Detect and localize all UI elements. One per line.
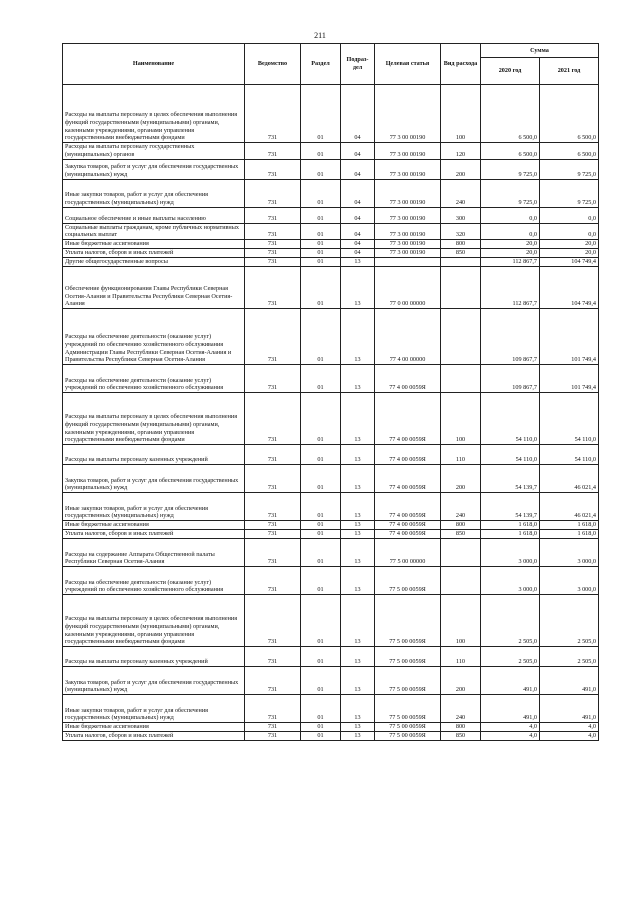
row-2020: 4,0 [481,723,540,732]
row-2020: 0,0 [481,223,540,240]
row-section: 01 [301,223,341,240]
row-dept: 731 [245,240,301,249]
table-row [63,695,599,723]
row-name: Социальные выплаты гражданам, кроме публичных нормативных социальных выплат [63,223,245,240]
row-target: 77 4 00 0059Я [375,393,441,445]
row-target: 77 5 00 0059Я [375,695,441,723]
page-number: 211 [314,31,326,40]
row-subsection: 13 [341,595,375,647]
row-exptype: 200 [441,667,481,695]
row-2021: 2 505,0 [540,647,599,667]
row-dept: 731 [245,393,301,445]
row-2020: 491,0 [481,695,540,723]
header-dept: Ведомство [245,44,301,85]
row-section: 01 [301,493,341,521]
row-subsection: 04 [341,143,375,160]
row-section: 01 [301,267,341,309]
table-row [63,207,599,223]
row-target: 77 3 00 00190 [375,240,441,249]
row-name: Уплата налогов, сборов и иных платежей [63,249,245,258]
row-exptype: 800 [441,723,481,732]
table-row [63,530,599,539]
row-target: 77 5 00 0059Я [375,732,441,741]
row-subsection: 13 [341,732,375,741]
row-target: 77 4 00 0059Я [375,521,441,530]
row-dept: 731 [245,258,301,267]
row-dept: 731 [245,732,301,741]
row-exptype: 800 [441,521,481,530]
row-2021: 3 000,0 [540,567,599,595]
row-2020: 112 867,7 [481,258,540,267]
row-2020: 0,0 [481,207,540,223]
row-exptype [441,365,481,393]
row-exptype: 240 [441,695,481,723]
table-row [63,393,599,445]
row-dept: 731 [245,249,301,258]
table-row [63,647,599,667]
row-2021: 101 749,4 [540,365,599,393]
table-row [63,567,599,595]
row-2020: 54 139,7 [481,465,540,493]
row-2020: 20,0 [481,240,540,249]
row-2021: 101 749,4 [540,309,599,365]
row-dept: 731 [245,667,301,695]
row-section: 01 [301,695,341,723]
table-row [63,539,599,567]
row-2021: 104 749,4 [540,258,599,267]
row-subsection: 04 [341,240,375,249]
row-target: 77 4 00 0059Я [375,365,441,393]
table-row [63,179,599,207]
row-dept: 731 [245,207,301,223]
row-exptype: 200 [441,159,481,179]
row-exptype [441,539,481,567]
row-2020: 1 618,0 [481,530,540,539]
row-target: 77 5 00 00000 [375,539,441,567]
table-row [63,521,599,530]
row-target: 77 3 00 00190 [375,223,441,240]
row-dept: 731 [245,85,301,143]
header-exptype: Вид расхода [441,44,481,85]
row-target: 77 3 00 00190 [375,207,441,223]
row-target: 77 3 00 00190 [375,143,441,160]
row-2021: 0,0 [540,223,599,240]
row-subsection: 04 [341,159,375,179]
row-target: 77 4 00 0059Я [375,445,441,465]
table-row [63,732,599,741]
header-2021: 2021 год [540,58,599,85]
row-target: 77 0 00 00000 [375,267,441,309]
table-row [63,143,599,160]
row-2021: 104 749,4 [540,267,599,309]
row-2020: 6 500,0 [481,143,540,160]
row-target: 77 5 00 0059Я [375,647,441,667]
row-section: 01 [301,567,341,595]
row-exptype: 800 [441,240,481,249]
row-subsection: 13 [341,539,375,567]
table-row [63,595,599,647]
row-target: 77 4 00 00000 [375,309,441,365]
row-2021: 20,0 [540,249,599,258]
row-2020: 3 000,0 [481,539,540,567]
row-subsection: 13 [341,267,375,309]
row-subsection: 13 [341,258,375,267]
row-name: Иные бюджетные ассигнования [63,240,245,249]
row-name: Иные закупки товаров, работ и услуг для обеспечения государственных (муниципальных) нужд [63,179,245,207]
row-subsection: 04 [341,249,375,258]
row-exptype: 100 [441,595,481,647]
row-dept: 731 [245,179,301,207]
row-section: 01 [301,143,341,160]
row-target: 77 5 00 0059Я [375,667,441,695]
row-2020: 54 110,0 [481,445,540,465]
row-target: 77 5 00 0059Я [375,567,441,595]
row-subsection: 04 [341,207,375,223]
row-2020: 112 867,7 [481,267,540,309]
row-subsection: 13 [341,667,375,695]
row-name: Иные закупки товаров, работ и услуг для обеспечения государственных (муниципальных) нужд [63,695,245,723]
row-section: 01 [301,179,341,207]
header-section: Раздел [301,44,341,85]
row-dept: 731 [245,530,301,539]
row-2020: 109 867,7 [481,309,540,365]
row-name: Расходы на содержание Аппарата Общественной палаты Республики Северная Осетия-Алания [63,539,245,567]
row-2020: 2 505,0 [481,595,540,647]
header-subsection: Подраз- дел [341,44,375,85]
row-subsection: 13 [341,445,375,465]
row-dept: 731 [245,365,301,393]
row-section: 01 [301,667,341,695]
row-2020: 9 725,0 [481,179,540,207]
row-section: 01 [301,595,341,647]
row-2021: 6 500,0 [540,85,599,143]
row-2020: 9 725,0 [481,159,540,179]
row-2021: 4,0 [540,732,599,741]
row-section: 01 [301,647,341,667]
row-dept: 731 [245,723,301,732]
row-name: Закупка товаров, работ и услуг для обеспечения государственных (муниципальных) нужд [63,667,245,695]
row-name: Обеспечение функционирования Главы Республики Северная Осетия-Алания и Правительства Республики Северная Осетия-Алания [63,267,245,309]
table-row [63,85,599,143]
table-row [63,365,599,393]
row-2020: 3 000,0 [481,567,540,595]
row-target: 77 4 00 0059Я [375,530,441,539]
row-2020: 6 500,0 [481,85,540,143]
row-section: 01 [301,530,341,539]
row-subsection: 13 [341,723,375,732]
row-subsection: 13 [341,393,375,445]
row-dept: 731 [245,223,301,240]
row-2020: 109 867,7 [481,365,540,393]
row-dept: 731 [245,267,301,309]
row-exptype: 100 [441,393,481,445]
table-row [63,159,599,179]
header-sum: Сумма [481,44,599,58]
row-name: Расходы на выплаты персоналу в целях обеспечения выполнения функций государственными (муниципальными) органами, казенными учреждениями, органами управления государственными внебюджетными фондами [63,85,245,143]
row-name: Расходы на обеспечение деятельности (оказание услуг) учреждений по обеспечению хозяйственного обслуживания Администрации Главы Республики Северная Осетия-Алания и Правительства Республики Северная Осетия-Алания [63,309,245,365]
row-section: 01 [301,393,341,445]
row-2021: 46 021,4 [540,493,599,521]
row-section: 01 [301,258,341,267]
row-2021: 4,0 [540,723,599,732]
row-exptype: 100 [441,85,481,143]
table-row [63,445,599,465]
row-2021: 0,0 [540,207,599,223]
row-2020: 491,0 [481,667,540,695]
row-subsection: 13 [341,521,375,530]
row-2021: 46 021,4 [540,465,599,493]
row-target: 77 5 00 0059Я [375,723,441,732]
table-row [63,309,599,365]
row-target: 77 5 00 0059Я [375,595,441,647]
header-target: Целевая статья [375,44,441,85]
row-2020: 54 110,0 [481,393,540,445]
row-target: 77 3 00 00190 [375,179,441,207]
row-dept: 731 [245,159,301,179]
row-exptype [441,267,481,309]
row-dept: 731 [245,595,301,647]
row-name: Уплата налогов, сборов и иных платежей [63,530,245,539]
table-row [63,258,599,267]
row-exptype: 110 [441,445,481,465]
row-2021: 54 110,0 [540,445,599,465]
row-name: Расходы на обеспечение деятельности (оказание услуг) учреждений по обеспечению хозяйственного обслуживания [63,567,245,595]
row-dept: 731 [245,143,301,160]
row-section: 01 [301,249,341,258]
row-section: 01 [301,159,341,179]
row-target: 77 4 00 0059Я [375,465,441,493]
table-row [63,223,599,240]
row-subsection: 04 [341,85,375,143]
row-exptype [441,567,481,595]
row-dept: 731 [245,445,301,465]
row-subsection: 13 [341,567,375,595]
row-name: Расходы на обеспечение деятельности (оказание услуг) учреждений по обеспечению хозяйственного обслуживания [63,365,245,393]
row-2021: 2 505,0 [540,595,599,647]
row-subsection: 13 [341,695,375,723]
row-target [375,258,441,267]
row-2021: 3 000,0 [540,539,599,567]
row-dept: 731 [245,521,301,530]
row-target: 77 3 00 00190 [375,249,441,258]
row-2021: 9 725,0 [540,159,599,179]
row-subsection: 13 [341,309,375,365]
row-subsection: 13 [341,647,375,667]
row-exptype: 120 [441,143,481,160]
row-exptype: 240 [441,493,481,521]
row-target: 77 4 00 0059Я [375,493,441,521]
row-2020: 1 618,0 [481,521,540,530]
row-section: 01 [301,723,341,732]
row-dept: 731 [245,465,301,493]
row-name: Расходы на выплаты персоналу казенных учреждений [63,647,245,667]
table-row [63,267,599,309]
row-subsection: 13 [341,365,375,393]
row-name: Расходы на выплаты персоналу в целях обеспечения выполнения функций государственными (муниципальными) органами, казенными учреждениями, органами управления государственными внебюджетными фондами [63,393,245,445]
row-subsection: 13 [341,465,375,493]
row-2020: 54 139,7 [481,493,540,521]
row-target: 77 3 00 00190 [375,159,441,179]
table-row [63,723,599,732]
row-dept: 731 [245,309,301,365]
table-row [63,493,599,521]
row-name: Расходы на выплаты персоналу в целях обеспечения выполнения функций государственными (муниципальными) органами, казенными учреждениями, органами управления государственными внебюджетными фондами [63,595,245,647]
row-name: Расходы на выплаты персоналу казенных учреждений [63,445,245,465]
row-section: 01 [301,309,341,365]
header-2020: 2020 год [481,58,540,85]
row-2020: 4,0 [481,732,540,741]
row-subsection: 04 [341,223,375,240]
row-section: 01 [301,465,341,493]
row-section: 01 [301,445,341,465]
row-2021: 20,0 [540,240,599,249]
row-subsection: 13 [341,493,375,521]
row-dept: 731 [245,647,301,667]
row-dept: 731 [245,695,301,723]
row-section: 01 [301,732,341,741]
row-exptype [441,309,481,365]
row-name: Иные бюджетные ассигнования [63,521,245,530]
table-row [63,667,599,695]
row-2020: 20,0 [481,249,540,258]
row-exptype: 110 [441,647,481,667]
row-exptype: 320 [441,223,481,240]
header-name: Наименование [63,44,245,85]
row-dept: 731 [245,539,301,567]
row-section: 01 [301,521,341,530]
row-name: Другие общегосударственные вопросы [63,258,245,267]
row-exptype: 240 [441,179,481,207]
table-row [63,249,599,258]
row-exptype: 300 [441,207,481,223]
row-2021: 9 725,0 [540,179,599,207]
row-2021: 491,0 [540,667,599,695]
row-name: Иные закупки товаров, работ и услуг для обеспечения государственных (муниципальных) нужд [63,493,245,521]
row-2021: 54 110,0 [540,393,599,445]
row-2021: 491,0 [540,695,599,723]
row-2021: 1 618,0 [540,521,599,530]
row-dept: 731 [245,493,301,521]
table-row [63,240,599,249]
row-section: 01 [301,365,341,393]
row-subsection: 13 [341,530,375,539]
row-exptype: 850 [441,732,481,741]
row-exptype: 850 [441,249,481,258]
budget-table [62,43,599,741]
row-section: 01 [301,240,341,249]
row-section: 01 [301,207,341,223]
row-exptype: 850 [441,530,481,539]
row-exptype [441,258,481,267]
row-subsection: 04 [341,179,375,207]
row-name: Закупка товаров, работ и услуг для обеспечения государственных (муниципальных) нужд [63,465,245,493]
row-target: 77 3 00 00190 [375,85,441,143]
row-2021: 6 500,0 [540,143,599,160]
row-2021: 1 618,0 [540,530,599,539]
row-name: Иные бюджетные ассигнования [63,723,245,732]
row-section: 01 [301,85,341,143]
row-exptype: 200 [441,465,481,493]
row-name: Расходы на выплаты персоналу государственных (муниципальных) органов [63,143,245,160]
row-name: Уплата налогов, сборов и иных платежей [63,732,245,741]
row-2020: 2 505,0 [481,647,540,667]
table-row [63,465,599,493]
row-name: Социальное обеспечение и иные выплаты населению [63,207,245,223]
row-name: Закупка товаров, работ и услуг для обеспечения государственных (муниципальных) нужд [63,159,245,179]
row-section: 01 [301,539,341,567]
row-dept: 731 [245,567,301,595]
